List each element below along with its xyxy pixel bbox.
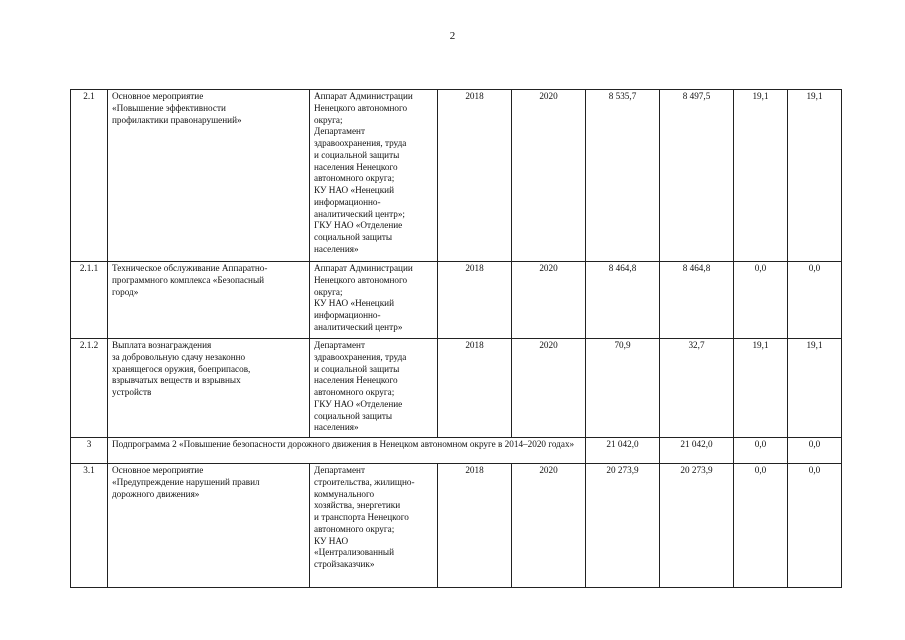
cell-line: «Повышение эффективности — [112, 102, 226, 113]
amount-3: 0,0 — [734, 464, 788, 588]
executor — [310, 90, 438, 262]
amount-4: 0,0 — [788, 438, 842, 464]
cell-line: строительства, жилищно- — [314, 476, 415, 487]
cell-line: Ненецкого автономного — [314, 274, 408, 285]
cell-line: Департамент — [314, 340, 365, 350]
cell-line: «Предупреждение нарушений правил — [112, 476, 260, 487]
table-row — [71, 339, 842, 438]
cell-line: социальной защиты — [314, 410, 393, 421]
start-year: 2018 — [438, 262, 512, 339]
cell-line: Аппарат Администрации — [314, 91, 413, 101]
amount-3: 19,1 — [734, 339, 788, 438]
row-number: 3 — [71, 438, 108, 464]
amount-2: 32,7 — [660, 339, 734, 438]
executor — [310, 262, 438, 339]
cell-line: округа; — [314, 114, 343, 125]
amount-3: 0,0 — [734, 438, 788, 464]
cell-line: автономного округа; — [314, 523, 395, 534]
end-year: 2020 — [512, 464, 586, 588]
cell-line: и социальной защиты — [314, 363, 400, 374]
amount-4: 19,1 — [788, 90, 842, 262]
cell-line: КУ НАО «Ненецкий — [314, 185, 395, 196]
cell-line: автономного округа; — [314, 387, 395, 398]
table-row — [71, 464, 842, 588]
cell-line: Ненецкого автономного — [314, 102, 408, 113]
cell-line: населения» — [314, 243, 359, 254]
amount-4: 19,1 — [788, 339, 842, 438]
cell-line: Выплата вознаграждения — [112, 340, 212, 350]
cell-line: населения Ненецкого — [314, 375, 398, 386]
row-number: 2.1 — [71, 90, 108, 262]
amount-2: 20 273,9 — [660, 464, 734, 588]
page-number: 2 — [449, 30, 456, 42]
cell-line: населения Ненецкого — [314, 161, 398, 172]
amount-4: 0,0 — [788, 262, 842, 339]
row-number: 2.1.1 — [71, 262, 108, 339]
cell-line: информационно- — [314, 310, 381, 321]
amount-1: 20 273,9 — [586, 464, 660, 588]
end-year: 2020 — [512, 90, 586, 262]
amount-1: 21 042,0 — [586, 438, 660, 464]
cell-line: Основное мероприятие — [112, 465, 204, 475]
cell-line: населения» — [314, 422, 359, 433]
cell-line: здравоохранения, труда — [314, 351, 407, 362]
cell-line: ГКУ НАО «Отделение — [314, 220, 403, 231]
cell-line: ГКУ НАО «Отделение — [314, 398, 403, 409]
subprogram-row — [71, 438, 842, 464]
cell-line: хозяйства, энергетики — [314, 500, 401, 511]
amount-2: 21 042,0 — [660, 438, 734, 464]
cell-line: информационно- — [314, 196, 381, 207]
start-year: 2018 — [438, 464, 512, 588]
executor — [310, 464, 438, 588]
end-year: 2020 — [512, 339, 586, 438]
amount-2: 8 497,5 — [660, 90, 734, 262]
table-row — [71, 262, 842, 339]
cell-line: социальной защиты — [314, 232, 393, 243]
cell-line: Департамент — [314, 465, 365, 475]
executor — [310, 339, 438, 438]
activity-name — [108, 464, 310, 588]
cell-line: Основное мероприятие — [112, 91, 204, 101]
amount-2: 8 464,8 — [660, 262, 734, 339]
start-year: 2018 — [438, 339, 512, 438]
program-table — [70, 89, 842, 588]
start-year: 2018 — [438, 90, 512, 262]
cell-line: Техническое обслуживание Аппаратно- — [112, 263, 268, 273]
cell-line: взрывчатых веществ и взрывных — [112, 375, 241, 386]
cell-line: за добровольную сдачу незаконно — [112, 351, 246, 362]
cell-line: хранящегося оружия, боеприпасов, — [112, 363, 251, 374]
cell-line: здравоохранения, труда — [314, 138, 407, 149]
end-year: 2020 — [512, 262, 586, 339]
cell-line: «Централизованный — [314, 547, 394, 558]
cell-line: коммунального — [314, 488, 375, 499]
cell-line: устройств — [112, 387, 152, 398]
amount-1: 70,9 — [586, 339, 660, 438]
amount-4: 0,0 — [788, 464, 842, 588]
cell-line: профилактики правонарушений» — [112, 114, 242, 125]
row-number: 3.1 — [71, 464, 108, 588]
cell-line: город» — [112, 286, 139, 297]
cell-line: стройзаказчик» — [314, 559, 375, 570]
activity-name — [108, 262, 310, 339]
amount-1: 8 464,8 — [586, 262, 660, 339]
cell-line: Департамент — [314, 126, 365, 137]
amount-3: 19,1 — [734, 90, 788, 262]
cell-line: Аппарат Администрации — [314, 263, 413, 273]
cell-line: дорожного движения» — [112, 488, 200, 499]
cell-line: и транспорта Ненецкого — [314, 512, 409, 523]
cell-line: программного комплекса «Безопасный — [112, 274, 265, 285]
cell-line: автономного округа; — [314, 173, 395, 184]
cell-line: КУ НАО — [314, 535, 349, 546]
cell-line: округа; — [314, 286, 343, 297]
activity-name — [108, 339, 310, 438]
activity-name — [108, 90, 310, 262]
cell-line: и социальной защиты — [314, 149, 400, 160]
row-number: 2.1.2 — [71, 339, 108, 438]
subprogram-title: Подпрограмма 2 «Повышение безопасности дорожного движения в Ненецком автономном округе в 2014–2020 годах» — [108, 438, 586, 464]
amount-1: 8 535,7 — [586, 90, 660, 262]
amount-3: 0,0 — [734, 262, 788, 339]
cell-line: КУ НАО «Ненецкий — [314, 298, 395, 309]
cell-line: аналитический центр» — [314, 321, 403, 332]
cell-line: аналитический центр»; — [314, 208, 405, 219]
table-row — [71, 90, 842, 262]
